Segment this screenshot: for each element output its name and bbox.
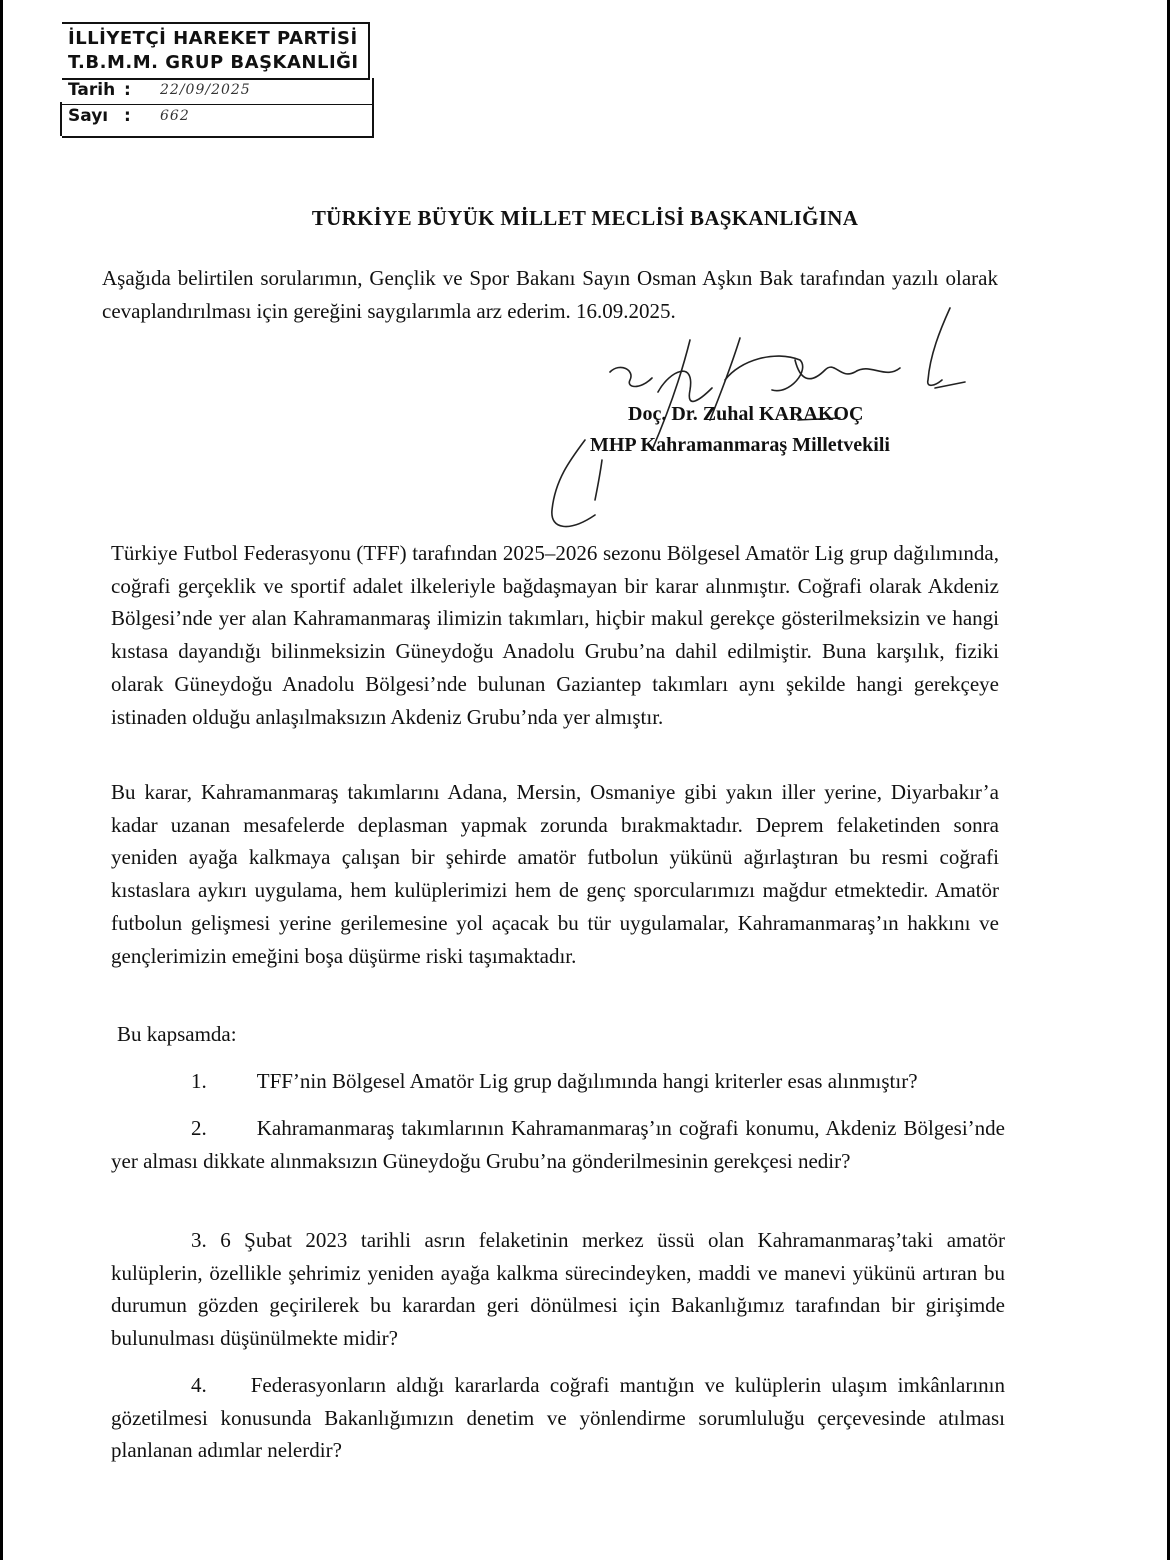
question-item [111,1112,1005,1177]
stamp-date-value: 22/09/2025 [160,82,251,98]
signatory-title: MHP Kahramanmaraş Milletvekili [590,434,890,456]
question-number: 4. [191,1373,207,1397]
question-item [111,1065,1005,1098]
stamp-divider-vertical [60,102,62,136]
question-item [111,1369,1005,1467]
stamp-date-label: Tarih [68,80,116,100]
body-paragraph-2: Bu karar, Kahramanmaraş takımlarını Adana, Mersin, Osmaniye gibi yakın iller yerine, Diyarbakır’a kadar uzanan mesafelerde deplasman yapmak zorunda bırakmaktadır. Deprem felaketinden sonra yeniden ayağa kalkmaya çalışan bir şehirde amatör futbolun yükünü ağırlaştıran bu resmi coğrafi kıstaslara aykırı uygulama, hem kulüplerimizi hem de genç sporcularımızı mağdur etmektedir. Amatör futbolun gelişmesi yerine gerilemesine yol açacak bu tür uygulamalar, Kahramanmaraş’ın hakkını ve gençlerimizin emeğini boşa düşürme riski taşımaktadır. [111,780,999,968]
stamp-office-name: T.B.M.M. GRUP BAŞKANLIĞI [68,52,359,73]
question-text: Kahramanmaraş takımlarının Kahramanmaraş’ın coğrafi konumu, Akdeniz Bölgesi’nde yer alması dikkate alınmaksızın Güneydoğu Grubu’na gönderilmesinin gerekçesi nedir? [111,1116,1005,1173]
scan-border-left [0,0,3,1560]
question-text: Federasyonların aldığı kararlarda coğrafi mantığın ve kulüplerin ulaşım imkânlarının gözetilmesi konusunda Bakanlığımızın denetim ve yönlendirme sorumluluğu çerçevesinde atılması planlanan adımlar nelerdir? [111,1373,1005,1462]
question-text: 6 Şubat 2023 tarihli asrın felaketinin merkez üssü olan Kahramanmaraş’taki amatör kulüplerin, özellikle şehrimiz yeniden ayağa kalkma sürecindeyken, maddi ve manevi yükünü artıran bu durumun gözden geçirilerek bu karardan geri dönülmesi için Bakanlığımız tarafından bir girişimde bulunulması düşünülmekte midir? [111,1228,1006,1350]
question-indent [111,1373,191,1397]
question-indent [111,1069,191,1093]
receipt-stamp [62,22,374,138]
document-title: TÜRKİYE BÜYÜK MİLLET MECLİSİ BAŞKANLIĞINA [311,206,859,230]
stamp-number-value: 662 [160,108,190,124]
question-number: 3. [191,1228,207,1252]
scope-label: Bu kapsamda: [117,1022,237,1046]
question-indent [111,1228,191,1252]
question-indent [111,1116,191,1140]
question-text: TFF’nin Bölgesel Amatör Lig grup dağılımında hangi kriterler esas alınmıştır? [256,1069,918,1093]
question-item [111,1224,1005,1354]
signatory-name: Doç. Dr. Zuhal KARAKOÇ [628,403,864,425]
question-number: 1. [191,1069,207,1093]
stamp-number-label: Sayı [68,106,109,126]
body-paragraph-1: Türkiye Futbol Federasyonu (TFF) tarafından 2025–2026 sezonu Bölgesel Amatör Lig grup dağılımında, coğrafi gerçeklik ve sportif adalet ilkeleriyle bağdaşmayan bir karar alınmıştır. Coğrafi olarak Akdeniz Bölgesi’nde yer alan Kahramanmaraş ilimizin takımları, hiçbir makul gerekçe gösterilmeksizin ve hangi kıstasa dayandığı bilinmeksizin Güneydoğu Anadolu Grubu’na dahil edilmiştir. Buna karşılık, fiziki olarak Güneydoğu Anadolu Bölgesi’nde bulunan Gaziantep takımları aynı şekilde hangi gerekçeye istinaden olduğu anlaşılmaksızın Akdeniz Grubu’nda yer almıştır. [111,541,999,729]
stamp-colon: : [124,80,131,100]
intro-paragraph: Aşağıda belirtilen sorularımın, Gençlik ve Spor Bakanı Sayın Osman Aşkın Bak tarafından yazılı olarak cevaplandırılması için gereğini saygılarımla arz ederim. 16.09.2025. [102,266,998,323]
question-number: 2. [191,1116,207,1140]
stamp-party-name: İLLİYETÇİ HAREKET PARTİSİ [68,28,358,49]
stamp-colon: : [124,106,131,126]
stamp-divider [62,104,372,105]
